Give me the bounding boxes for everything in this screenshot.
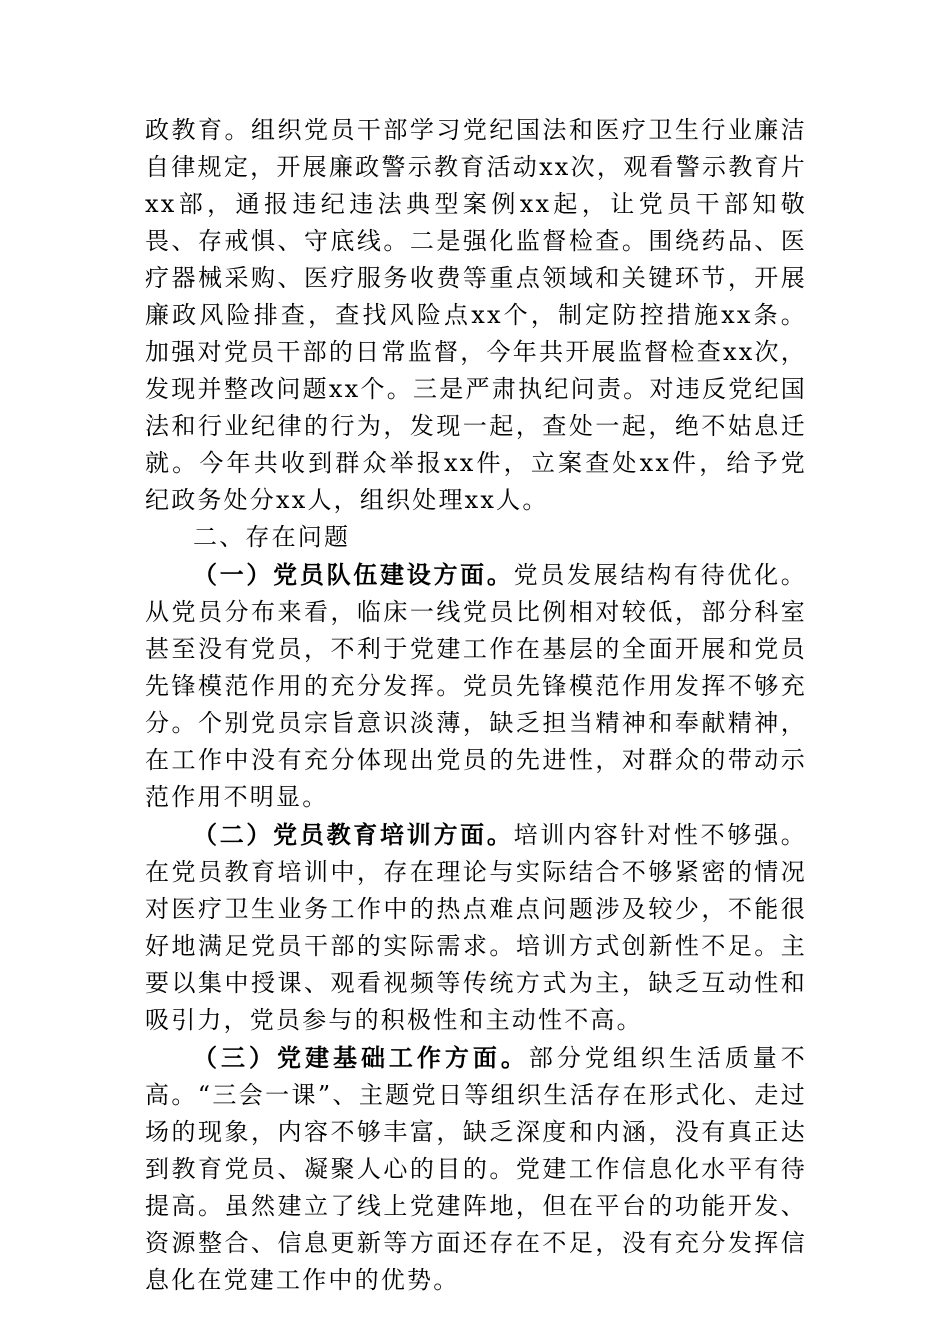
issue-body-2: 培训内容针对性不够强。在党员教育培训中，存在理论与实际结合不够紧密的情况对医疗卫生业务工作中的热点难点问题涉及较少，不能很好地满足党员干部的实际需求。培训方式创新性不足。主要以集中授课、观看视频等传统方式为主，缺乏互动性和吸引力，党员参与的积极性和主动性不高。 — [145, 821, 808, 1034]
issue-lead-2: （二）党员教育培训方面。 — [193, 820, 514, 849]
issue-paragraph-2 — [145, 816, 807, 1039]
issue-lead-1: （一）党员队伍建设方面。 — [193, 560, 514, 589]
issue-lead-3: （三）党建基础工作方面。 — [193, 1043, 529, 1072]
document-page — [145, 112, 807, 1299]
issue-paragraph-3 — [145, 1039, 807, 1299]
issue-paragraph-1 — [145, 556, 807, 816]
issue-body-1: 党员发展结构有待优化。从党员分布来看，临床一线党员比例相对较低，部分科室甚至没有党员，不利于党建工作在基层的全面开展和党员先锋模范作用的充分发挥。党员先锋模范作用发挥不够充分。个别党员宗旨意识淡薄，缺乏担当精神和奉献精神，在工作中没有充分体现出党员的先进性，对群众的带动示范作用不明显。 — [145, 561, 808, 811]
intro-paragraph: 政教育。组织党员干部学习党纪国法和医疗卫生行业廉洁自律规定，开展廉政警示教育活动xx次，观看警示教育片xx部，通报违纪违法典型案例xx起，让党员干部知敬畏、存戒惧、守底线。二是强化监督检查。围绕药品、医疗器械采购、医疗服务收费等重点领域和关键环节，开展廉政风险排查，查找风险点xx个，制定防控措施xx条。加强对党员干部的日常监督，今年共开展监督检查xx次，发现并整改问题xx个。三是严肃执纪问责。对违反党纪国法和行业纪律的行为，发现一起，查处一起，绝不姑息迁就。今年共收到群众举报xx件，立案查处xx件，给予党纪政务处分xx人，组织处理xx人。 — [145, 116, 807, 514]
section-heading: 二、存在问题 — [193, 523, 351, 551]
issue-body-3: 部分党组织生活质量不高。“三会一课”、主题党日等组织生活存在形式化、走过场的现象，内容不够丰富，缺乏深度和内涵，没有真正达到教育党员、凝聚人心的目的。党建工作信息化水平有待提高。虽然建立了线上党建阵地，但在平台的功能开发、资源整合、信息更新等方面还存在不足，没有充分发挥信息化在党建工作中的优势。 — [145, 1044, 808, 1294]
